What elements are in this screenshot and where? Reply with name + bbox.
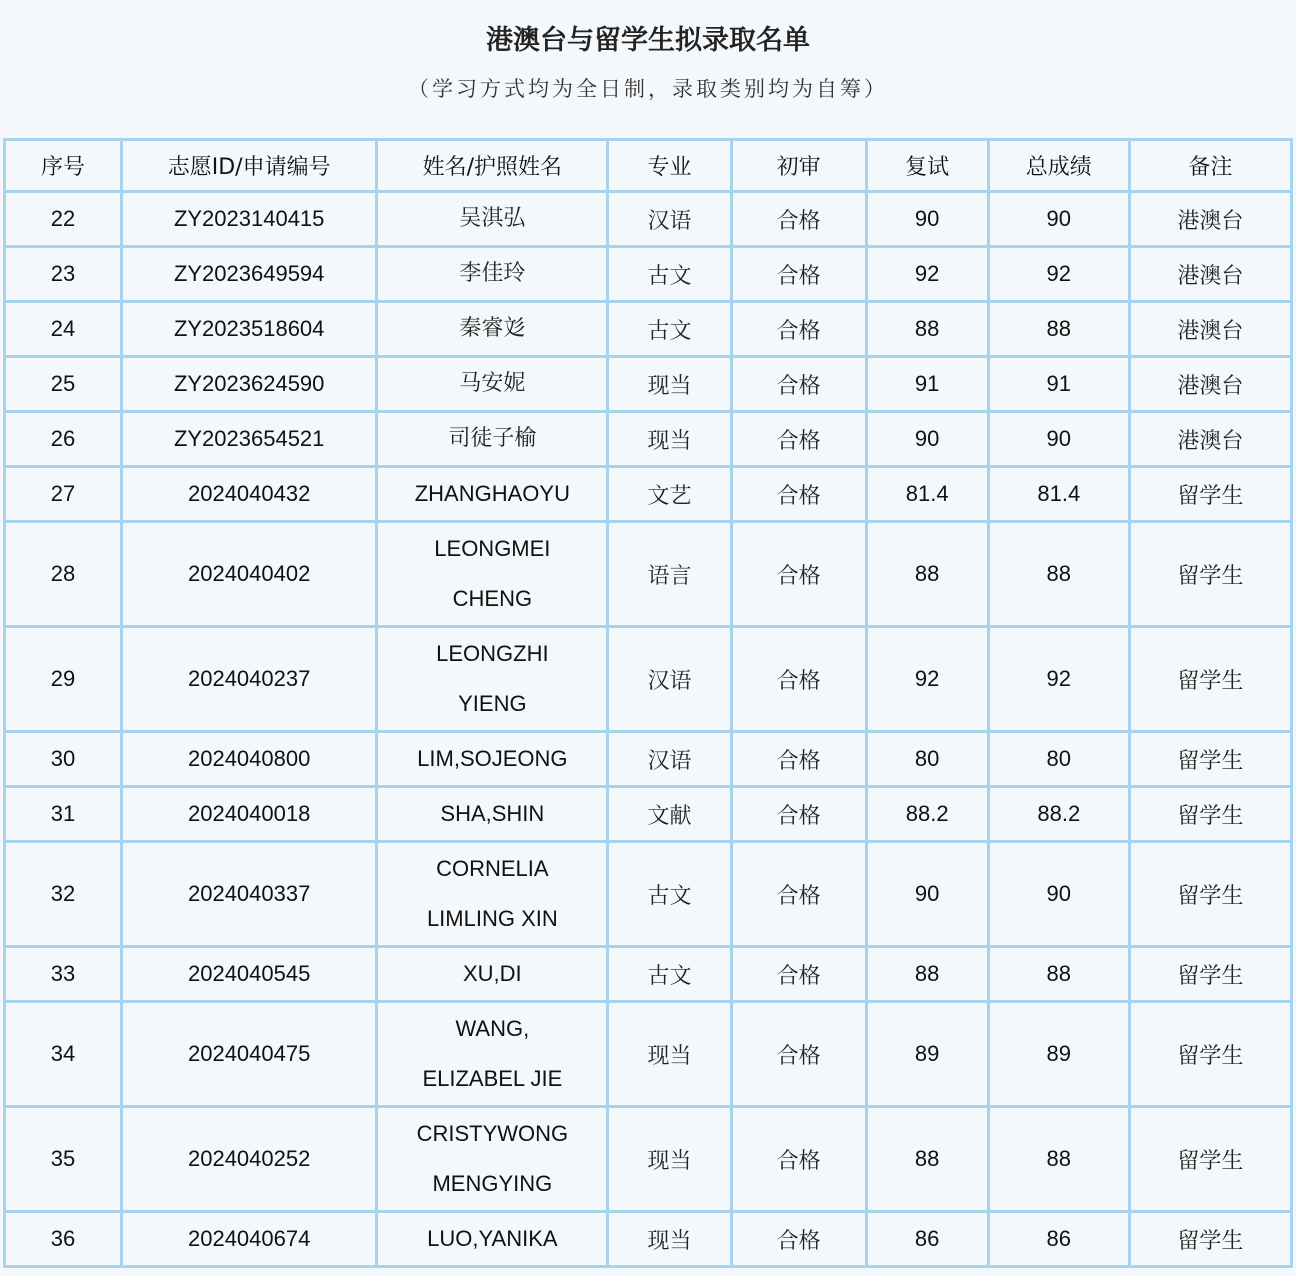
table-row — [5, 357, 1292, 412]
cell-note: 留学生 — [1129, 947, 1291, 1002]
cell-no: 26 — [5, 412, 122, 467]
cell-name — [377, 947, 608, 1002]
cell-id: ZY2023654521 — [122, 412, 377, 467]
cell-name — [377, 1212, 608, 1267]
cell-major: 古文 — [608, 247, 731, 302]
cell-initial-review: 合格 — [731, 787, 866, 842]
cell-major: 汉语 — [608, 192, 731, 247]
header-name: 姓名/护照姓名 — [377, 140, 608, 192]
table-row — [5, 1107, 1292, 1212]
name-line: WANG, — [455, 1016, 530, 1041]
table-header-row — [5, 140, 1292, 192]
cell-id: ZY2023140415 — [122, 192, 377, 247]
table-row — [5, 732, 1292, 787]
cell-note: 港澳台 — [1129, 302, 1291, 357]
cell-id: 2024040545 — [122, 947, 377, 1002]
cell-name — [377, 627, 608, 732]
cell-total-score: 88 — [988, 302, 1129, 357]
cell-id: 2024040018 — [122, 787, 377, 842]
cell-note: 留学生 — [1129, 732, 1291, 787]
cell-major: 文艺 — [608, 467, 731, 522]
table-row — [5, 947, 1292, 1002]
name-line: 司徒子榆 — [448, 426, 537, 451]
cell-no: 27 — [5, 467, 122, 522]
cell-retest: 89 — [866, 1002, 988, 1107]
cell-note: 留学生 — [1129, 1107, 1291, 1212]
cell-total-score: 90 — [988, 842, 1129, 947]
cell-note: 港澳台 — [1129, 357, 1291, 412]
cell-no: 24 — [5, 302, 122, 357]
cell-retest: 88.2 — [866, 787, 988, 842]
name-line: XU,DI — [463, 961, 522, 986]
cell-name — [377, 522, 608, 627]
cell-no: 25 — [5, 357, 122, 412]
cell-retest: 80 — [866, 732, 988, 787]
cell-id: 2024040800 — [122, 732, 377, 787]
cell-id: 2024040337 — [122, 842, 377, 947]
table-row — [5, 842, 1292, 947]
cell-no: 30 — [5, 732, 122, 787]
cell-no: 22 — [5, 192, 122, 247]
cell-note: 留学生 — [1129, 1212, 1291, 1267]
table-row — [5, 787, 1292, 842]
cell-no: 34 — [5, 1002, 122, 1107]
cell-note: 留学生 — [1129, 627, 1291, 732]
name-line: 吴淇弘 — [459, 206, 526, 231]
cell-retest: 88 — [866, 1107, 988, 1212]
name-line: ZHANGHAOYU — [414, 481, 570, 506]
cell-retest: 88 — [866, 947, 988, 1002]
header-id: 志愿ID/申请编号 — [122, 140, 377, 192]
cell-initial-review: 合格 — [731, 627, 866, 732]
cell-name — [377, 842, 608, 947]
cell-note: 留学生 — [1129, 1002, 1291, 1107]
table-row — [5, 192, 1292, 247]
cell-id: ZY2023649594 — [122, 247, 377, 302]
cell-id: 2024040432 — [122, 467, 377, 522]
cell-retest: 81.4 — [866, 467, 988, 522]
header-initial-review: 初审 — [731, 140, 866, 192]
cell-name — [377, 192, 608, 247]
cell-total-score: 90 — [988, 412, 1129, 467]
cell-major: 汉语 — [608, 732, 731, 787]
cell-no: 28 — [5, 522, 122, 627]
cell-total-score: 88 — [988, 522, 1129, 627]
cell-initial-review: 合格 — [731, 412, 866, 467]
cell-no: 32 — [5, 842, 122, 947]
cell-no: 33 — [5, 947, 122, 1002]
cell-id: 2024040674 — [122, 1212, 377, 1267]
name-line: LEONGZHI — [436, 641, 549, 666]
cell-note: 港澳台 — [1129, 192, 1291, 247]
name-line: CRISTYWONG — [416, 1121, 569, 1146]
cell-note: 港澳台 — [1129, 412, 1291, 467]
page-title: 港澳台与留学生拟录取名单 — [486, 25, 810, 56]
cell-total-score: 88 — [988, 947, 1129, 1002]
cell-name — [377, 302, 608, 357]
cell-name — [377, 787, 608, 842]
cell-no: 23 — [5, 247, 122, 302]
cell-initial-review: 合格 — [731, 1107, 866, 1212]
header-note: 备注 — [1129, 140, 1291, 192]
cell-retest: 92 — [866, 627, 988, 732]
table-body — [5, 192, 1292, 1267]
cell-retest: 88 — [866, 302, 988, 357]
table-row — [5, 302, 1292, 357]
cell-major: 现当 — [608, 412, 731, 467]
cell-name — [377, 732, 608, 787]
cell-note: 留学生 — [1129, 522, 1291, 627]
cell-retest: 90 — [866, 192, 988, 247]
name-line: 李佳玲 — [459, 261, 526, 286]
table-row — [5, 1212, 1292, 1267]
name-line-2: CHENG — [452, 586, 533, 611]
cell-id: 2024040402 — [122, 522, 377, 627]
page-subtitle: （学习方式均为全日制，录取类别均为自筹） — [408, 77, 888, 101]
cell-total-score: 89 — [988, 1002, 1129, 1107]
table-row — [5, 247, 1292, 302]
cell-no: 29 — [5, 627, 122, 732]
table-row — [5, 467, 1292, 522]
cell-name — [377, 467, 608, 522]
cell-major: 文献 — [608, 787, 731, 842]
cell-initial-review: 合格 — [731, 732, 866, 787]
cell-retest: 86 — [866, 1212, 988, 1267]
header-retest: 复试 — [866, 140, 988, 192]
cell-total-score: 91 — [988, 357, 1129, 412]
cell-no: 36 — [5, 1212, 122, 1267]
cell-initial-review: 合格 — [731, 467, 866, 522]
name-line: LUO,YANIKA — [427, 1226, 558, 1251]
name-line: 马安妮 — [459, 371, 526, 396]
cell-id: 2024040252 — [122, 1107, 377, 1212]
cell-name — [377, 247, 608, 302]
header-major: 专业 — [608, 140, 731, 192]
cell-total-score: 92 — [988, 247, 1129, 302]
name-line-2: YIENG — [458, 691, 527, 716]
cell-major: 现当 — [608, 1002, 731, 1107]
table-row — [5, 522, 1292, 627]
cell-id: ZY2023518604 — [122, 302, 377, 357]
cell-retest: 90 — [866, 842, 988, 947]
cell-major: 古文 — [608, 947, 731, 1002]
cell-major: 语言 — [608, 522, 731, 627]
cell-initial-review: 合格 — [731, 522, 866, 627]
cell-note: 港澳台 — [1129, 247, 1291, 302]
cell-initial-review: 合格 — [731, 842, 866, 947]
document-header — [0, 0, 1296, 138]
cell-id: ZY2023624590 — [122, 357, 377, 412]
table-row — [5, 1002, 1292, 1107]
name-line: LIM,SOJEONG — [417, 746, 568, 771]
cell-note: 留学生 — [1129, 842, 1291, 947]
cell-total-score: 92 — [988, 627, 1129, 732]
cell-total-score: 80 — [988, 732, 1129, 787]
cell-major: 古文 — [608, 842, 731, 947]
cell-major: 汉语 — [608, 627, 731, 732]
cell-initial-review: 合格 — [731, 302, 866, 357]
name-line-2: ELIZABEL JIE — [422, 1066, 563, 1091]
admission-table — [3, 138, 1293, 1268]
cell-total-score: 86 — [988, 1212, 1129, 1267]
cell-name — [377, 1002, 608, 1107]
cell-no: 35 — [5, 1107, 122, 1212]
cell-note: 留学生 — [1129, 467, 1291, 522]
name-line: 秦睿彣 — [459, 316, 526, 341]
table-row — [5, 412, 1292, 467]
cell-initial-review: 合格 — [731, 192, 866, 247]
cell-id: 2024040475 — [122, 1002, 377, 1107]
cell-major: 古文 — [608, 302, 731, 357]
cell-total-score: 81.4 — [988, 467, 1129, 522]
name-line-2: LIMLING XIN — [426, 906, 558, 931]
cell-major: 现当 — [608, 1107, 731, 1212]
header-no: 序号 — [5, 140, 122, 192]
name-line: LEONGMEI — [434, 536, 551, 561]
cell-id: 2024040237 — [122, 627, 377, 732]
cell-total-score: 88 — [988, 1107, 1129, 1212]
cell-note: 留学生 — [1129, 787, 1291, 842]
cell-initial-review: 合格 — [731, 947, 866, 1002]
cell-name — [377, 1107, 608, 1212]
cell-retest: 90 — [866, 412, 988, 467]
cell-name — [377, 357, 608, 412]
cell-total-score: 90 — [988, 192, 1129, 247]
name-line: SHA,SHIN — [440, 801, 545, 826]
cell-initial-review: 合格 — [731, 1002, 866, 1107]
cell-initial-review: 合格 — [731, 357, 866, 412]
cell-total-score: 88.2 — [988, 787, 1129, 842]
cell-retest: 91 — [866, 357, 988, 412]
header-total-score: 总成绩 — [988, 140, 1129, 192]
cell-name — [377, 412, 608, 467]
name-line-2: MENGYING — [432, 1171, 553, 1196]
table-row — [5, 627, 1292, 732]
cell-retest: 88 — [866, 522, 988, 627]
cell-major: 现当 — [608, 357, 731, 412]
name-line: CORNELIA — [436, 856, 549, 881]
cell-retest: 92 — [866, 247, 988, 302]
cell-major: 现当 — [608, 1212, 731, 1267]
cell-no: 31 — [5, 787, 122, 842]
cell-initial-review: 合格 — [731, 1212, 866, 1267]
cell-initial-review: 合格 — [731, 247, 866, 302]
